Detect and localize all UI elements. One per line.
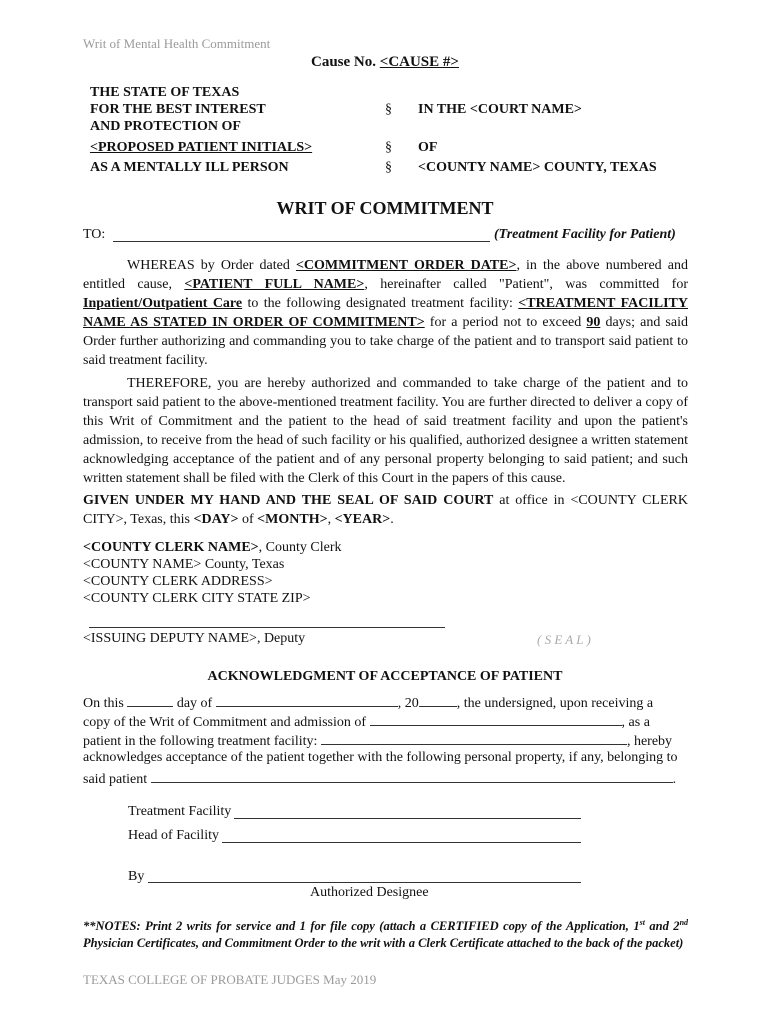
notes-text: Physician Certificates, and Commitment Order to the writ with a Clerk Certificate attached to the back of the packet) <box>83 936 684 951</box>
document-title: WRIT OF COMMITMENT <box>276 198 494 218</box>
ack-text: , as a <box>621 715 650 730</box>
document-footer: TEXAS COLLEGE OF PROBATE JUDGES May 2019 <box>83 972 377 987</box>
caption-right-3: <COUNTY NAME> COUNTY, TEXAS <box>418 160 657 175</box>
commitment-date-field: <COMMITMENT ORDER DATE> <box>295 258 517 273</box>
section-symbol: § <box>385 102 392 117</box>
ack-month-field[interactable] <box>216 693 398 707</box>
whereas-text: , in the above numbered and entitled cause, <box>83 258 688 292</box>
deputy-signature-line[interactable] <box>89 627 445 628</box>
whereas-text: WHEREAS by Order dated <box>127 258 296 273</box>
caption-right-1: IN THE <COURT NAME> <box>418 102 582 117</box>
whereas-paragraph <box>83 256 688 370</box>
clerk-county: <COUNTY NAME> County, Texas <box>83 557 285 572</box>
cause-number <box>311 54 459 71</box>
notes-text: **NOTES: Print 2 writs for service and 1 for file copy (attach a CERTIFIED copy of the Application, 1 <box>83 919 640 934</box>
print-notes <box>83 914 688 952</box>
given-year: <YEAR> <box>334 512 391 527</box>
cause-value: <CAUSE #> <box>379 54 459 70</box>
ack-text: On this <box>83 696 124 711</box>
ack-line-1 <box>83 693 653 712</box>
caption-left-4: <PROPOSED PATIENT INITIALS> <box>90 140 313 155</box>
clerk-title: , County Clerk <box>258 540 342 555</box>
treatment-facility-label: Treatment Facility <box>128 804 232 819</box>
whereas-text: for a period not to exceed <box>424 315 587 330</box>
ack-text: . <box>672 772 677 787</box>
caption-left-5: AS A MENTALLY ILL PERSON <box>90 160 289 175</box>
caption-left-2: FOR THE BEST INTEREST <box>90 102 266 117</box>
ack-text: day of <box>176 696 213 711</box>
ack-text: copy of the Writ of Commitment and admission of <box>83 715 367 730</box>
days-field: 90 <box>586 315 601 330</box>
ack-line-2 <box>83 712 650 731</box>
ack-text: said patient <box>83 772 148 787</box>
ack-text: , hereby <box>626 734 673 749</box>
notes-superscript: nd <box>679 918 689 927</box>
head-of-facility-label: Head of Facility <box>128 828 219 843</box>
care-type-field: Inpatient/Outpatient Care <box>83 296 243 311</box>
ack-text: , the undersigned, upon receiving a <box>456 696 654 711</box>
given-bold: GIVEN UNDER MY HAND AND THE SEAL OF SAID COURT <box>83 493 494 508</box>
section-symbol: § <box>385 160 392 175</box>
ack-line-3 <box>83 731 672 750</box>
to-suffix: (Treatment Facility for Patient) <box>494 227 676 242</box>
ack-line-4: acknowledges acceptance of the patient together with the following personal property, if any, belonging to <box>83 750 678 765</box>
clerk-name: <COUNTY CLERK NAME> <box>83 540 259 555</box>
given-text: , <box>327 512 335 527</box>
cause-prefix: Cause No. <box>311 54 377 70</box>
whereas-text: , hereinafter called "Patient", was committed for <box>364 277 689 292</box>
ack-line-5 <box>83 769 676 788</box>
ack-facility-field[interactable] <box>321 731 627 745</box>
authorized-designee-label: Authorized Designee <box>310 885 429 900</box>
to-label: TO: <box>83 227 106 242</box>
ack-year-field[interactable] <box>419 693 457 707</box>
caption-left-1: THE STATE OF TEXAS <box>90 85 240 100</box>
ack-property-field[interactable] <box>151 769 673 783</box>
treatment-facility-field: <TREATMENT FACILITY NAME AS STATED IN ORDER OF COMMITMENT> <box>83 296 688 330</box>
treatment-facility-line[interactable] <box>234 818 581 819</box>
caption-left-3: AND PROTECTION OF <box>90 119 241 134</box>
ack-text: patient in the following treatment facility: <box>83 734 318 749</box>
caption-right-2: OF <box>418 140 438 155</box>
clerk-address: <COUNTY CLERK ADDRESS> <box>83 574 273 589</box>
notes-superscript: st <box>639 918 645 927</box>
by-label: By <box>128 869 145 884</box>
clerk-name-line <box>83 540 342 556</box>
whereas-text: days; and said Order further authorizing and commanding you to take charge of the patient and to transport said patient to said treatment facility. <box>83 315 688 368</box>
given-text: of <box>238 512 258 527</box>
given-text: at office in <COUNTY CLERK CITY>, Texas, this <box>83 493 688 527</box>
notes-text: and 2 <box>644 919 680 934</box>
given-text: . <box>390 512 394 527</box>
deputy-name: <ISSUING DEPUTY NAME>, Deputy <box>83 631 306 646</box>
acknowledgment-title: ACKNOWLEDGMENT OF ACCEPTANCE OF PATIENT <box>207 669 563 684</box>
given-paragraph <box>83 491 688 529</box>
clerk-city: <COUNTY CLERK CITY STATE ZIP> <box>83 591 311 606</box>
given-day: <DAY> <box>193 512 239 527</box>
ack-patient-field[interactable] <box>370 712 622 726</box>
whereas-text: to the following designated treatment facility: <box>242 296 519 311</box>
seal-placeholder: ( S E A L ) <box>537 632 591 647</box>
designee-signature-line[interactable] <box>148 882 581 883</box>
given-month: <MONTH> <box>257 512 328 527</box>
therefore-paragraph: THEREFORE, you are hereby authorized and commanded to take charge of the patient and to transport said patient to the above-mentioned treatment facility. You are further directed to deliver a copy of this Writ of Commitment and the patient to the head of said treatment facility and upon the patient's admission, to receive from the head of such facility or his qualified, authorized designee a written statement acknowledging acceptance of the patient and of any personal property belonging to said patient; and such written statement shall be filed with the Clerk of this Court in the papers of this cause. <box>83 376 688 486</box>
ack-day-field[interactable] <box>127 693 173 707</box>
patient-name-field: <PATIENT FULL NAME> <box>184 277 365 292</box>
head-of-facility-line[interactable] <box>222 842 581 843</box>
document-header-note: Writ of Mental Health Commitment <box>83 36 271 51</box>
to-facility-line[interactable] <box>113 241 490 242</box>
ack-text: , 20 <box>397 696 419 711</box>
section-symbol: § <box>385 140 392 155</box>
